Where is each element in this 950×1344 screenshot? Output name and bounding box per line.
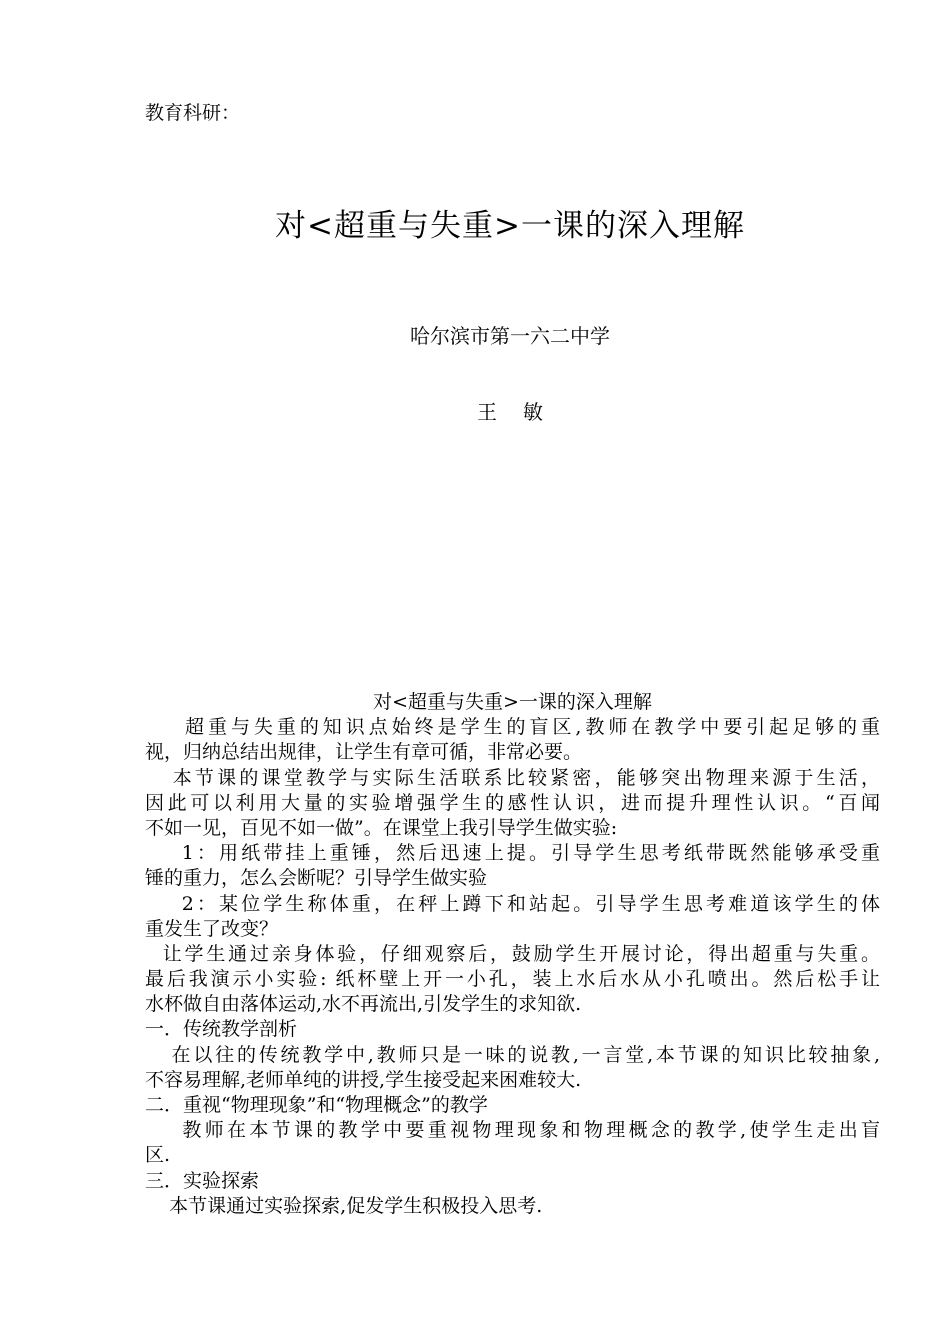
body-line: 超重与失重的知识点始终是学生的盲区,教师在教学中要引起足够的重 <box>145 716 880 739</box>
body-line: 因此可以利用大量的实验增强学生的感性认识，进而提升理性认识。“百闻 <box>145 791 880 814</box>
body-line: 不如一见，百见不如一做”。在课堂上我引导学生做实验: <box>145 816 618 839</box>
author-given-name: 敏 <box>523 400 543 424</box>
body-line: 不容易理解,老师单纯的讲授,学生接受起来困难较大. <box>145 1068 582 1091</box>
author-surname: 王 <box>477 400 497 424</box>
body-line: 水杯做自由落体运动,水不再流出,引发学生的求知欲. <box>145 993 582 1016</box>
body-line: 本节课的课堂教学与实际生活联系比较紧密，能够突出物理来源于生活， <box>145 766 880 789</box>
body-line: 重发生了改变？ <box>145 917 279 940</box>
section-heading: 一．传统教学剖析 <box>145 1018 298 1041</box>
body-line: 1：用纸带挂上重锤，然后迅速上提。引导学生思考纸带既然能够承受重 <box>145 842 880 865</box>
section-label: 教育科研： <box>145 102 241 124</box>
document-title: 对<超重与失重>一课的深入理解 <box>275 208 745 244</box>
author-name <box>0 396 950 425</box>
article-body <box>145 690 880 1219</box>
body-line: 让学生通过亲身体验，仔细观察后，鼓励学生开展讨论，得出超重与失重。 <box>145 942 880 965</box>
school-name: 哈尔滨市第一六二中学 <box>410 324 610 348</box>
body-line: 本节课通过实验探索,促发学生积极投入思考. <box>145 1194 543 1217</box>
section-heading: 二．重视“物理现象”和“物理概念”的教学 <box>145 1094 488 1116</box>
body-line: 教师在本节课的教学中要重视物理现象和物理概念的教学,使学生走出盲 <box>145 1119 880 1142</box>
body-line: 锤的重力，怎么会断呢？引导学生做实验 <box>145 867 488 890</box>
body-heading: 对<超重与失重>一课的深入理解 <box>373 691 652 713</box>
body-line: 区. <box>145 1144 171 1167</box>
body-line: 在以往的传统教学中,教师只是一味的说教,一言堂,本节课的知识比较抽象, <box>145 1043 880 1066</box>
section-heading: 三．实验探索 <box>145 1169 260 1192</box>
body-line: 2：某位学生称体重，在秤上蹲下和站起。引导学生思考难道该学生的体 <box>145 892 880 915</box>
body-line: 最后我演示小实验: 纸杯壁上开一小孔，装上水后水从小孔喷出。然后松手让 <box>145 968 880 991</box>
body-line: 视，归纳总结出规律，让学生有章可循，非常必要。 <box>145 741 583 764</box>
